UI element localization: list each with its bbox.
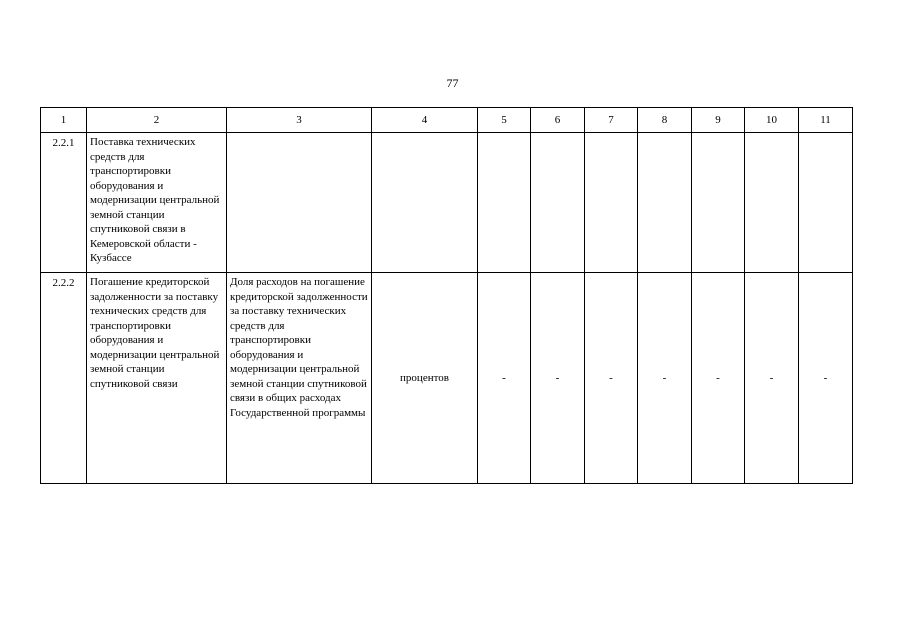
column-header: 7 bbox=[585, 108, 638, 133]
column-header: 8 bbox=[638, 108, 692, 133]
column-header: 1 bbox=[41, 108, 87, 133]
header-row bbox=[41, 108, 853, 133]
row-number: 2.2.2 bbox=[41, 273, 87, 484]
unit-cell: процентов bbox=[372, 273, 478, 484]
column-header: 3 bbox=[227, 108, 372, 133]
column-header: 9 bbox=[692, 108, 745, 133]
value-cell bbox=[585, 133, 638, 273]
table-row bbox=[41, 273, 853, 484]
table-row bbox=[41, 133, 853, 273]
column-header: 2 bbox=[87, 108, 227, 133]
value-cell: - bbox=[585, 273, 638, 484]
page-number: 77 bbox=[446, 76, 459, 90]
value-cell bbox=[531, 133, 585, 273]
value-cell: - bbox=[478, 273, 531, 484]
column-header: 6 bbox=[531, 108, 585, 133]
value-cell bbox=[478, 133, 531, 273]
indicator-name bbox=[227, 133, 372, 273]
value-cell: - bbox=[799, 273, 853, 484]
value-cell bbox=[745, 133, 799, 273]
value-cell bbox=[799, 133, 853, 273]
value-cell: - bbox=[531, 273, 585, 484]
column-header: 10 bbox=[745, 108, 799, 133]
program-table bbox=[40, 107, 853, 484]
column-header: 4 bbox=[372, 108, 478, 133]
value-cell bbox=[692, 133, 745, 273]
measure-name: Погашение кредиторской задолженности за поставку технических средств для транспортировки оборудования и модернизации центральной земной станции спутниковой связи bbox=[87, 273, 227, 484]
measure-name: Поставка технических средств для транспортировки оборудования и модернизации центральной земной станции спутниковой связи в Кемеровской области - Кузбассе bbox=[87, 133, 227, 273]
value-cell: - bbox=[745, 273, 799, 484]
value-cell bbox=[638, 133, 692, 273]
indicator-name: Доля расходов на погашение кредиторской задолженности за поставку технических средств для транспортировки оборудования и модернизации центральной земной станции спутниковой связи в общих расходах Государственной программы bbox=[227, 273, 372, 484]
column-header: 11 bbox=[799, 108, 853, 133]
row-number: 2.2.1 bbox=[41, 133, 87, 273]
column-header: 5 bbox=[478, 108, 531, 133]
unit-cell bbox=[372, 133, 478, 273]
value-cell: - bbox=[638, 273, 692, 484]
value-cell: - bbox=[692, 273, 745, 484]
